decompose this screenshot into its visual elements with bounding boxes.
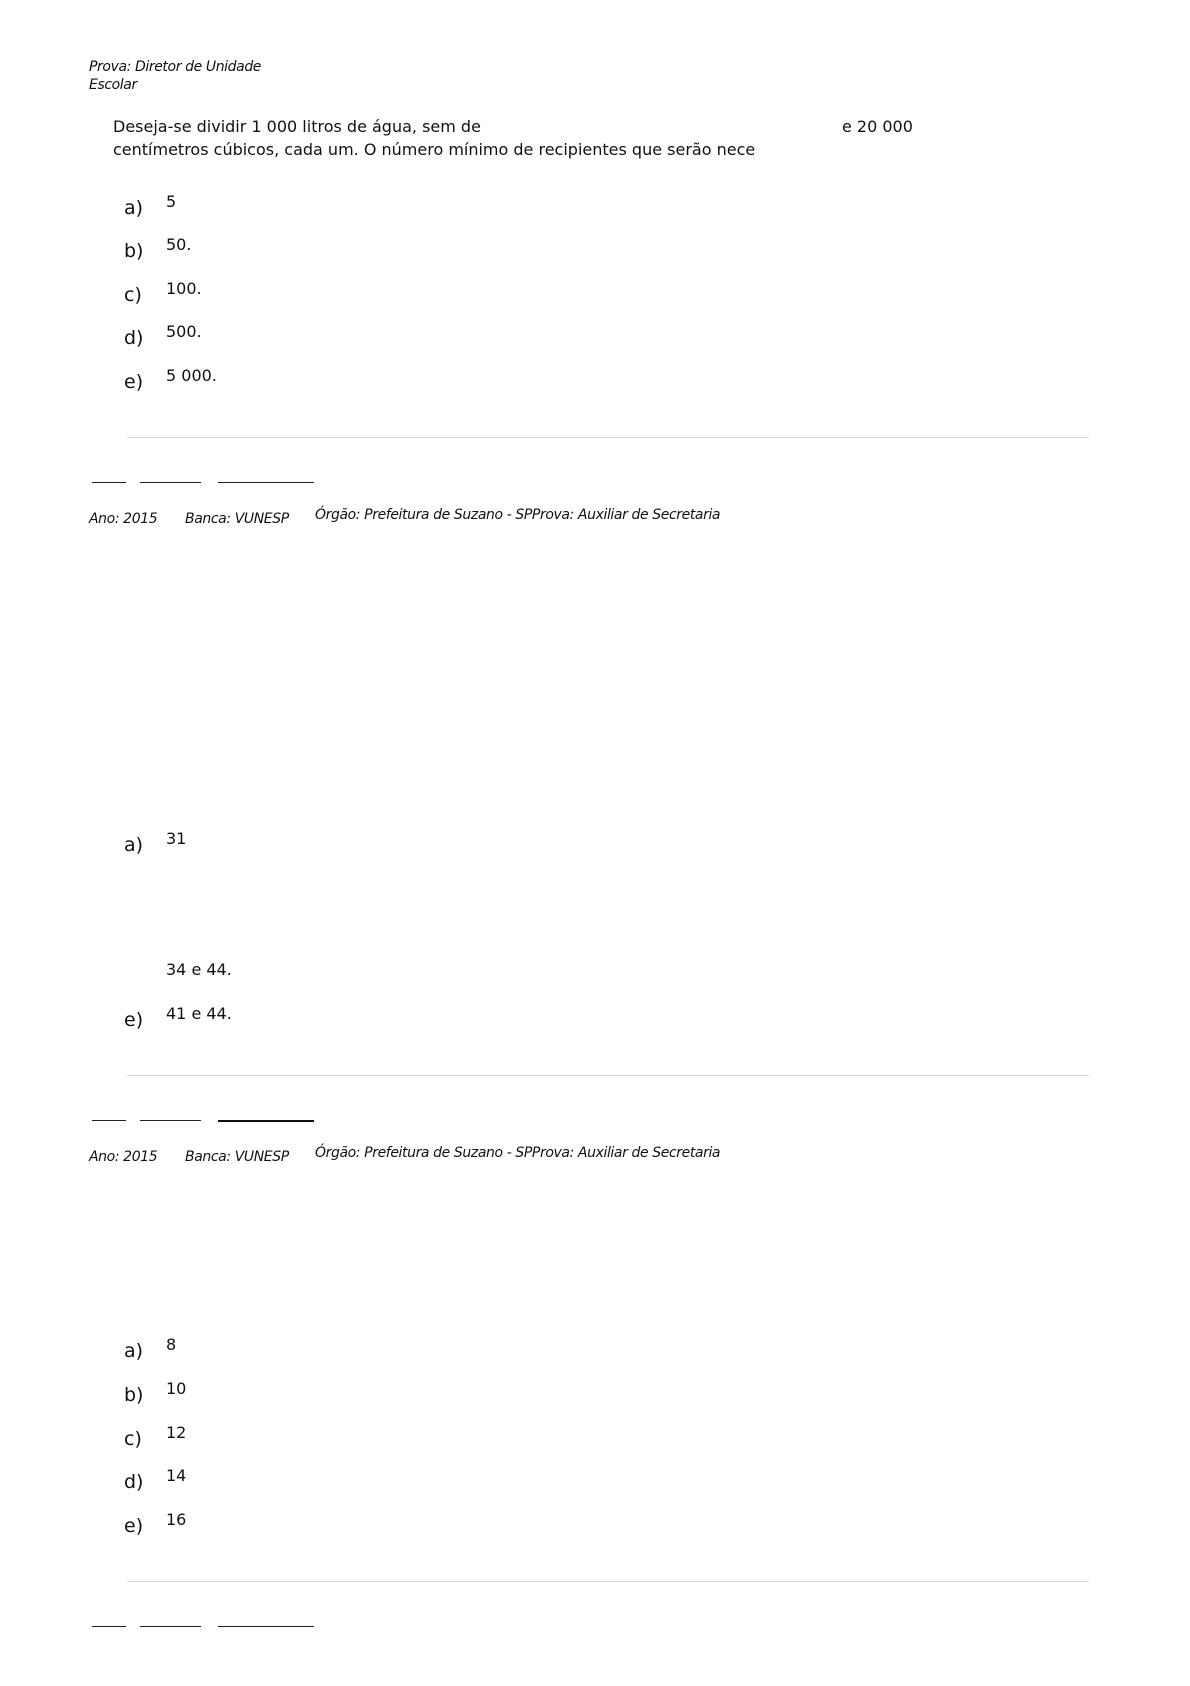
action-tab-3[interactable] [218, 482, 314, 483]
question-organ: Órgão: Prefeitura de Suzano - SPProva: Auxiliar de Secretaria [315, 1145, 721, 1161]
option-text: 12 [166, 1423, 187, 1442]
option-text: 41 e 44. [166, 1004, 232, 1023]
prova-title-line1: Prova: Diretor de Unidade [89, 59, 262, 75]
option-text: 10 [166, 1379, 187, 1398]
question-stem-line1-left: Deseja-se dividir 1 000 litros de água, sem de [113, 117, 481, 136]
question-board: Banca: VUNESP [185, 511, 289, 527]
action-tab-3[interactable] [218, 1626, 314, 1627]
prova-title-line2: Escolar [89, 77, 137, 93]
action-tab-3[interactable] [218, 1120, 314, 1122]
question-divider [127, 1581, 1089, 1582]
option-text: 500. [166, 322, 202, 341]
action-tab-2[interactable] [140, 1120, 201, 1121]
option-text: 14 [166, 1466, 187, 1485]
option-letter: a) [124, 834, 144, 856]
option-letter: d) [124, 327, 144, 349]
question-divider [127, 1075, 1089, 1076]
action-tab-2[interactable] [140, 1626, 201, 1627]
option-text: 31 [166, 829, 187, 848]
option-text: 8 [166, 1335, 177, 1354]
question-year: Ano: 2015 [89, 511, 158, 527]
option-letter: c) [124, 1428, 142, 1450]
option-text: 5 000. [166, 366, 217, 385]
option-letter: e) [124, 1515, 144, 1537]
option-text: 100. [166, 279, 202, 298]
option-letter: a) [124, 197, 144, 219]
option-text: 16 [166, 1510, 187, 1529]
action-tab-1[interactable] [92, 1626, 126, 1627]
option-text: 34 e 44. [166, 960, 232, 979]
option-letter: a) [124, 1340, 144, 1362]
option-letter: d) [124, 1471, 144, 1493]
option-letter: b) [124, 1384, 144, 1406]
question-board: Banca: VUNESP [185, 1149, 289, 1165]
question-stem-line2: centímetros cúbicos, cada um. O número mínimo de recipientes que serão nece [113, 140, 756, 159]
option-text: 50. [166, 235, 192, 254]
option-letter: b) [124, 240, 144, 262]
option-letter: e) [124, 371, 144, 393]
question-year: Ano: 2015 [89, 1149, 158, 1165]
action-tab-1[interactable] [92, 482, 126, 483]
action-tab-1[interactable] [92, 1120, 126, 1121]
question-divider [127, 437, 1089, 438]
option-text: 5 [166, 192, 177, 211]
option-letter: e) [124, 1009, 144, 1031]
action-tab-2[interactable] [140, 482, 201, 483]
question-organ: Órgão: Prefeitura de Suzano - SPProva: Auxiliar de Secretaria [315, 507, 721, 523]
question-stem-line1-right: e 20 000 [842, 117, 913, 136]
option-letter: c) [124, 284, 142, 306]
